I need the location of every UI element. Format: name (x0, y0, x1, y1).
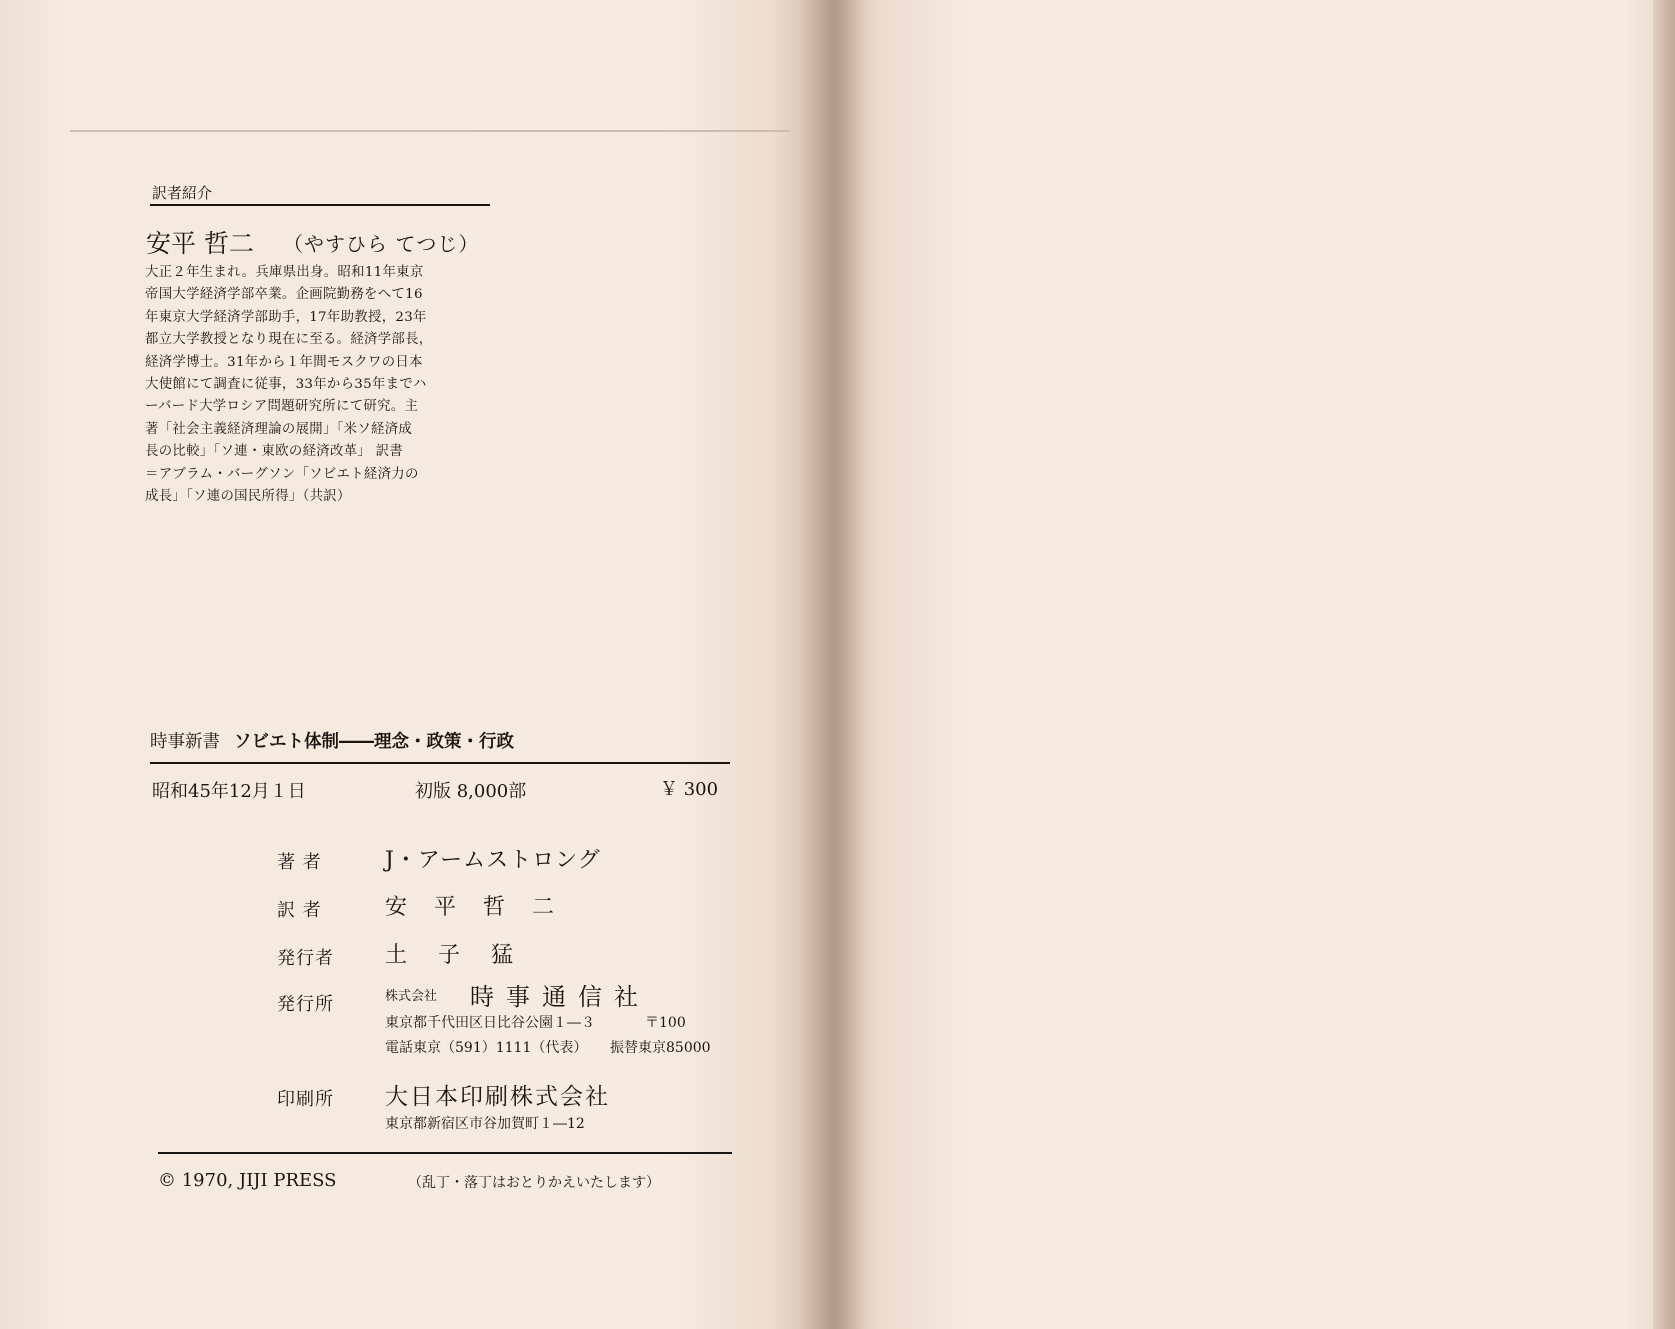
copyright: © 1970, JIJI PRESS (158, 1170, 337, 1191)
author-label: 著 者 (277, 852, 322, 873)
bio-line: ＝アブラム・バーグソン「ソビエト経済力の (145, 466, 419, 482)
bio-line: 著「社会主義経済理論の展開」「米ソ経済成 (145, 421, 413, 437)
translator-bio (145, 262, 490, 508)
bio-line: 経済学博士。31年から１年間モスクワの日本 (145, 354, 423, 370)
left-page (0, 0, 830, 1329)
show-through-rule (70, 130, 790, 132)
colophon-rule-bottom (158, 1152, 732, 1154)
series-title (150, 728, 514, 753)
publisher-tel: 電話東京（591）1111（代表） (385, 1040, 588, 1056)
bio-line: 年東京大学経済学部助手，17年助教授，23年 (145, 309, 427, 325)
page-edge (1653, 0, 1675, 1329)
printer-label: 印刷所 (277, 1089, 334, 1110)
printer-address: 東京都新宿区市谷加賀町１―12 (385, 1116, 585, 1132)
right-page (830, 0, 1675, 1329)
edition: 初版 8,000部 (415, 781, 527, 802)
publisher-address: 東京都千代田区日比谷公園１―３ (385, 1015, 595, 1031)
publisher-zip: 〒100 (645, 1015, 686, 1031)
colophon-rule-top (150, 762, 730, 764)
bio-line: 帝国大学経済学部卒業。企画院勤務をへて16 (145, 287, 423, 303)
issuer-value: 土 子 猛 (385, 943, 525, 968)
publisher-prefix: 株式会社 (385, 989, 438, 1004)
translator-reading: （やすひら てつじ） (283, 232, 480, 256)
translator-value: 安 平 哲 二 (385, 895, 564, 920)
bio-line: 大正２年生まれ。兵庫県出身。昭和11年東京 (145, 265, 424, 280)
show-through-text (320, 86, 366, 126)
book-gutter (800, 0, 866, 1329)
publisher-name: 時事通信社 (470, 983, 650, 1011)
publisher-transfer: 振替東京85000 (610, 1040, 711, 1056)
bio-line: ーバード大学ロシア問題研究所にて研究。主 (145, 399, 419, 415)
translator-name: 安平 哲二 (146, 229, 254, 258)
publication-date: 昭和45年12月１日 (152, 781, 306, 802)
publisher-label: 発行所 (277, 994, 334, 1015)
replacement-note: （乱丁・落丁はおとりかえいたします） (408, 1175, 660, 1191)
bio-line: 成長」「ソ連の国民所得」（共訳） (145, 489, 351, 505)
translator-label: 訳 者 (277, 900, 322, 921)
issuer-label: 発行者 (277, 948, 334, 969)
book-title: ソビエト体制――理念・政策・行政 (234, 732, 514, 752)
author-value: J・アームストロング (385, 848, 601, 873)
bio-line: 都立大学教授となり現在に至る。経済学部長， (145, 332, 433, 348)
series-name: 時事新書 (150, 732, 220, 752)
printer-name: 大日本印刷株式会社 (385, 1084, 610, 1110)
bio-line: 長の比較」「ソ連・東欧の経済改革」 訳書 (145, 444, 403, 460)
price: ￥ 300 (660, 779, 719, 800)
bio-line: 大使館にて調査に従事，33年から35年までハ (145, 377, 427, 393)
translator-box-label: 訳者紹介 (152, 184, 213, 202)
translator-box-rule (150, 204, 490, 206)
